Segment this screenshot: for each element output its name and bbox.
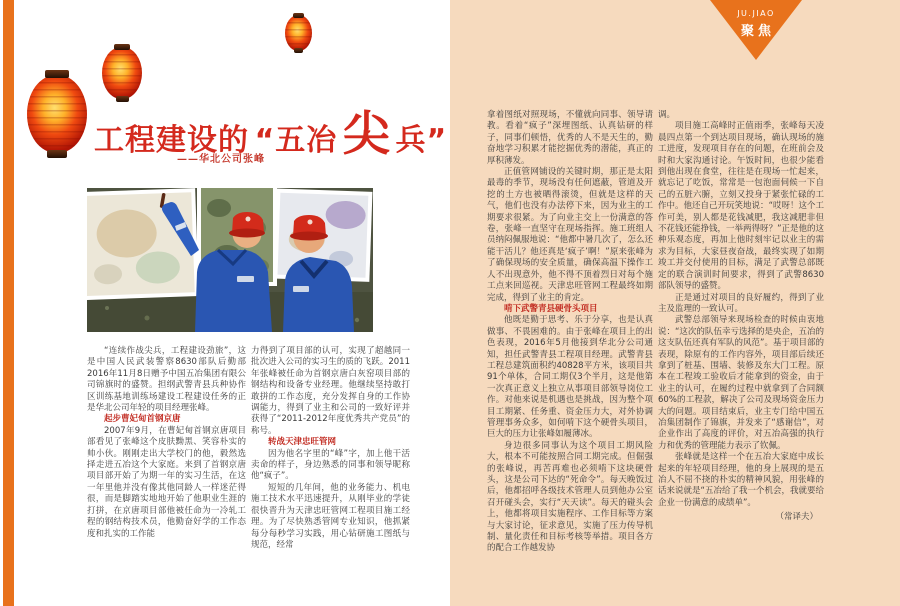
paragraph: 调。 <box>658 110 676 120</box>
paragraph: “连续作战尖兵，工程建设劲旅”，这是中国人民武装警察8630部队后勤部2016年11月8日赠予中国五冶集团有限公司锦旗时的盛赞。担纲武警青县兵种协作区训练基地训练场建设工程建设任务的正是华北公司年轻的项目经理张峰。 <box>87 346 246 414</box>
title-emphasis-char: 尖 <box>342 107 390 162</box>
left-page-column-1 <box>87 346 246 540</box>
lantern-cap <box>45 70 69 78</box>
lantern-cap <box>293 13 304 18</box>
section-tab <box>710 0 802 62</box>
section-heading: 啃下武警青县硬骨头项目 <box>504 303 598 314</box>
paragraph: 正值管网铺设的关键时期，那正是太阳最毒的季节，现场没有任何遮蔽，管道及开挖的土方也被晒得滚烫，但就是这样的天气，他们也没有办法停下来，因为业主的工期要求很紧。为了向业主交上一份满意的答卷，张峰一直坚守在现场指挥。施工班组人员纳闷佩服地说：“他都中暑几次了，怎么还能干活儿？他还真是‘疯子’啊！”原来张峰为了确保现场的安全质量，确保高温下操作工人不出现意外，他不得不顶着烈日对每个施工点来回巡视。天津忠旺管网工程最终如期完成，得到了业主的肯定。 <box>487 167 653 303</box>
paragraph: 张峰就是这样一个在五冶大家庭中成长起来的年轻项目经理，他的身上展现的是五冶人不屈不挠的朴实的精神风貌，用张峰的话来说就是“五冶给了我一个机会，我就要给企业一份满意的成绩单”。 <box>658 452 824 508</box>
title-text: 兵” <box>395 123 448 158</box>
right-page-column-2 <box>658 110 824 524</box>
right-page-column-1 <box>487 110 653 555</box>
paragraph: 短短的几年间，他的业务能力、机电施工技术水平迅速提升，从刚毕业的学徒很快晋升为天津忠旺管网工程项目施工经理。为了尽快熟悉管网专业知识，他抓紧每分每秒学习实践，用心钻研施工图纸与规范，经常 <box>251 482 410 550</box>
left-edge-accent-bar <box>3 0 14 606</box>
section-tab-en-label: JU.JIAO <box>737 9 775 18</box>
paragraph: 他既是勤于思考、乐于分享，也是认真做事、不畏困难的。由于张峰在项目上的出色表现，2016年5月他接到华北分公司通知，担任武警青县工程项目经理。武警青县工程总建筑面积约40828平方米，该项目共91个单体，合同工期仅3个半月，这是他第一次真正意义上独立从事项目部领导岗位工作。对他来说是机遇也是挑战，因为整个项目工期紧、任务重、资金压力大，对外协调管理事务众多，如何啃下这个硬骨头项目，巨大的压力让张峰如履薄冰。 <box>487 315 653 440</box>
paragraph: 力得到了项目部的认可，实现了超越同一批次进入公司的实习生的质的飞跃。2011年张峰被任命为首钢京唐白灰窑项目部的钢结构和设备专业经理。他继续坚持敢打敢拼的工作态度，充分发挥自身的工作协调能力，得到了业主和公司的一致好评并获得了“2011-2012年度优秀共产党员”的称号。 <box>251 346 410 436</box>
lantern-body <box>285 15 312 51</box>
section-tab-zh-label: 聚焦 <box>740 24 775 39</box>
lantern-base <box>294 48 303 53</box>
paragraph: 因为他名字里的“峰”字，加上他干活卖命的样子，身边熟悉的同事和领导昵称他“疯子”。 <box>251 448 410 482</box>
paragraph: 拿着图纸对照现场，不懂就向同事、领导请教。看着“疯子”深埋图纸、认真钻研的样子，同事们顿悟，优秀的人不是天生的，勤奋地学习积累才能挖掘优秀的潜能，真正的厚积薄发。 <box>487 110 653 166</box>
lantern-body <box>102 47 142 99</box>
lantern-icon <box>27 70 87 158</box>
lantern-icon <box>285 13 312 53</box>
right-page <box>450 0 900 606</box>
paragraph: 身边很多同事认为这个项目工期风险大，根本不可能按照合同工期完成。但倔强的张峰说，再苦再难也必须啃下这块硬骨头，这是公司下达的“死命令”。每天晚饭过后，他都招呼各级技术管理人员到他办公室召开碰头会，实行“天天读”。每天的碰头会上，他都将项目实施程序、工作目标等方案与大家讨论，征求意见，实施了压力传导机制、量化责任和目标考核等举措。项目各方的配合工作越发协 <box>487 440 653 554</box>
section-heading: 转战天津忠旺管网 <box>268 437 337 448</box>
lantern-icon <box>102 44 142 102</box>
paragraph: 武警总部领导来现场检查的时候由衷地说：“这次的队伍幸亏选择的是央企，五冶的这支队伍还真有军队的风范”。基于项目部的表现，除原有的工作内容外，项目部后续还拿到了桩基、围墙、装修及东大门工程。原本在工程竣工验收后才能拿到的资金，由于业主的认可，在履约过程中就拿到了合同额60%的工程款，解决了公司及现场资金压力大的问题。项目结束后，业主专门给中国五冶集团制作了锦旗，并发来了“感谢信”，对企业作出了高度的评价，对五冶高强的执行力和优秀的管理能力表示了钦佩。 <box>658 315 824 451</box>
paragraph: 项目施工高峰时正值雨季，张峰每天凌晨四点第一个到达项目现场，确认现场的施工进度，发现项目存在的问题，在班前会及时和大家沟通讨论。午饭时间，也很少能看到他出现在食堂，往往是在现场一忙起来，就忘记了吃饭，常常是一包泡面伺候一下自己的五脏六腑，立刻又投身于紧张忙碌的工作中。他还自己开玩笑地说：“哎呀！这个工作可美，别人都是花钱减肥，我这减肥非但不花钱还能挣钱，一举两得呀？”正是他的这种乐观态度，再加上他时刻牢记以业主的需求为目标，大家昼夜奋战，最终实现了如期竣工并交付使用的目标，满足了武警总部既定的联合演训时间要求，得到了武警8630部队领导的盛赞。 <box>658 121 824 292</box>
left-page-column-2 <box>251 346 410 551</box>
title-text: 工程建设的 <box>94 123 249 158</box>
section-heading: 起步曹妃甸首钢京唐 <box>104 414 181 425</box>
lantern-base <box>47 150 67 158</box>
title-text: “五冶 <box>254 123 338 158</box>
lantern-base <box>116 96 129 102</box>
lantern-body <box>27 75 87 153</box>
wall-map-left <box>87 188 199 300</box>
author-byline: （常译夫） <box>775 512 818 523</box>
lantern-cap <box>114 44 130 50</box>
article-subtitle: ——华北公司张峰 <box>177 154 265 165</box>
paragraph: 正是通过对项目的良好履约，得到了业主及监理的一致认可。 <box>658 292 824 314</box>
paragraph: 2007年9月，在曹妃甸首钢京唐项目部看见了张峰这个皮肤黝黑、笑容朴实的帅小伙。刚刚走出大学校门的他，毅然选择走进五冶这个大家庭。来到了首钢京唐项目部开始了为期一年的实习生活，在这一年里他并没有像其他同龄人一样迷茫得很，而是脚踏实地地开始了他职业生涯的打拼，在京唐项目部他被任命为一冷轧工程的钢结构技术员，他勤奋好学的工作态度和扎实的工作能 <box>87 425 246 539</box>
workers-photo <box>87 188 373 332</box>
